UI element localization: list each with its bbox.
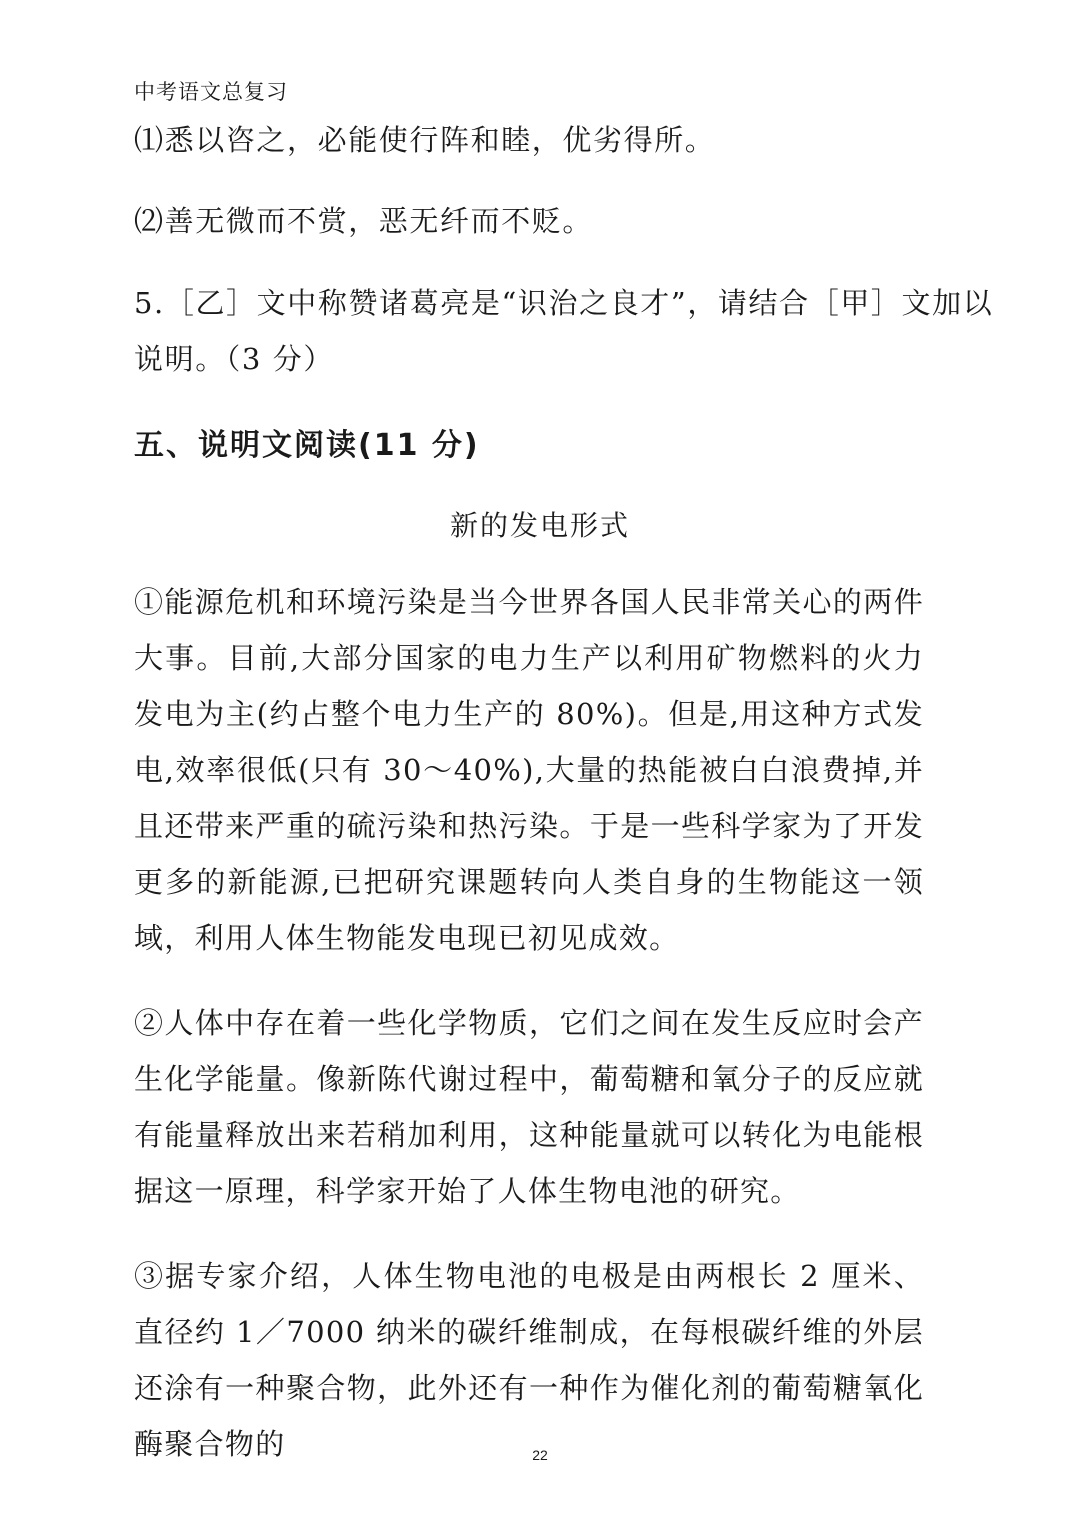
question-item-1: ⑴悉以咨之，必能使行阵和睦，优劣得所。 (134, 123, 716, 157)
article-title: 新的发电形式 (449, 509, 630, 542)
section-title: 五、说明文阅读(11 分) (134, 428, 480, 463)
article-paragraph-1: ①能源危机和环境污染是当今世界各国人民非常关心的两件大事。目前,大部分国家的电力生产以利用矿物燃料的火力发电为主(约占整个电力生产的 80%)。但是,用这种方式发电,效率很低(只有 30～40%),大量的热能被白白浪费掉,并且还带来严重的硫污染和热污染。于是一些科学家为了开发更多的新能源,已把研究课题转向人类自身的生物能这一领域，利用人体生物能发电现已初见成效。 (134, 585, 924, 955)
question-item-2: ⑵善无微而不赏，恶无纤而不贬。 (134, 204, 594, 238)
page-number: 22 (532, 1447, 548, 1463)
page-header: 中考语文总复习 (134, 80, 288, 104)
question-5-line-2: 说明。（3 分） (134, 342, 334, 376)
article-paragraph-3: ③据专家介绍，人体生物电池的电极是由两根长 2 厘米、直径约 1／7000 纳米的碳纤维制成，在每根碳纤维的外层还涂有一种聚合物，此外还有一种作为催化剂的葡萄糖氧化酶聚合物的 (134, 1259, 924, 1461)
article-paragraph-2: ②人体中存在着一些化学物质，它们之间在发生反应时会产生化学能量。像新陈代谢过程中，葡萄糖和氧分子的反应就有能量释放出来若稍加利用，这种能量就可以转化为电能根据这一原理，科学家开始了人体生物电池的研究。 (134, 1006, 924, 1208)
question-5-line-1: 5.［乙］文中称赞诸葛亮是“识治之良才”，请结合［甲］文加以 (134, 286, 994, 320)
